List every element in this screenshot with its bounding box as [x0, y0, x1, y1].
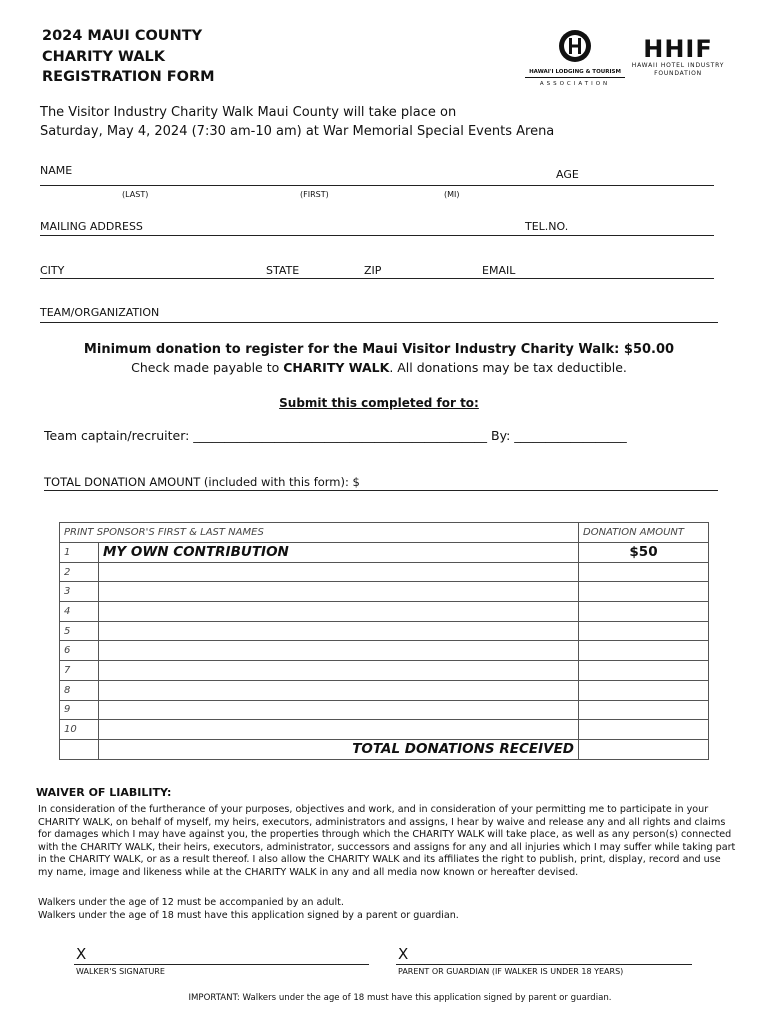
sponsor-name-cell[interactable] [99, 582, 579, 602]
team-label: TEAM/ORGANIZATION [40, 306, 160, 319]
title-line-3: REGISTRATION FORM [42, 69, 215, 85]
donation-amount-cell[interactable] [579, 700, 709, 720]
sponsor-name-cell[interactable] [99, 680, 579, 700]
sponsor-name-cell[interactable] [99, 720, 579, 740]
row-number: 4 [60, 602, 99, 622]
intro-text [40, 103, 640, 141]
hhif-sub-2: FOUNDATION [654, 70, 702, 77]
hhif-name: HHIF [643, 35, 713, 63]
important-notice: IMPORTANT: Walkers under the age of 18 must have this application signed by parent or guardian. [188, 993, 612, 1003]
table-row [60, 720, 709, 740]
walker-x-mark: X [76, 945, 87, 963]
row-number: 7 [60, 661, 99, 681]
title-line-1: 2024 MAUI COUNTY [42, 28, 203, 44]
hhif-sub-1: HAWAII HOTEL INDUSTRY [631, 62, 725, 69]
age12-notice: Walkers under the age of 12 must be accompanied by an adult. [38, 897, 344, 908]
mi-sublabel: (MI) [444, 190, 460, 199]
walker-signature-line[interactable] [74, 964, 369, 965]
row-number: 10 [60, 720, 99, 740]
header-donation-amount: DONATION AMOUNT [579, 523, 709, 543]
intro-line-1: The Visitor Industry Charity Walk Maui County will take place on [40, 105, 457, 120]
mailing-address-label: MAILING ADDRESS [40, 220, 143, 233]
table-row [60, 621, 709, 641]
hlta-name: HAWAI'I LODGING & TOURISM [525, 69, 625, 78]
name-line[interactable] [40, 185, 714, 186]
first-sublabel: (FIRST) [300, 190, 329, 199]
table-row [60, 562, 709, 582]
table-row [60, 582, 709, 602]
donation-amount-cell[interactable] [579, 621, 709, 641]
sponsor-name-cell[interactable] [99, 602, 579, 622]
walker-signature-label: WALKER'S SIGNATURE [76, 967, 165, 976]
zip-label: ZIP [364, 264, 382, 277]
table-row [60, 641, 709, 661]
parent-signature-label: PARENT OR GUARDIAN (IF WALKER IS UNDER 18 YEARS) [398, 967, 624, 976]
donation-amount-cell[interactable] [579, 602, 709, 622]
table-row [60, 602, 709, 622]
sponsor-name-cell[interactable]: MY OWN CONTRIBUTION [99, 543, 579, 563]
minimum-donation: Minimum donation to register for the Maui Visitor Industry Charity Walk: $50.00 [83, 342, 675, 357]
captain-line[interactable]: Team captain/recruiter: _______________________________________________ By: __________________ [44, 428, 627, 443]
age18-notice: Walkers under the age of 18 must have this application signed by a parent or guardian. [38, 910, 459, 921]
table-total-row [60, 739, 709, 759]
state-label: STATE [266, 264, 300, 277]
parent-x-mark: X [398, 945, 409, 963]
check-prefix: Check made payable to [131, 360, 284, 375]
donation-amount-cell[interactable] [579, 582, 709, 602]
donation-amount-cell[interactable] [579, 680, 709, 700]
total-donations-cell[interactable] [579, 739, 709, 759]
check-payee: CHARITY WALK [283, 360, 390, 375]
total-amount-label: TOTAL DONATION AMOUNT (included with this form): $ [44, 475, 360, 489]
form-title [42, 26, 302, 88]
table-row [60, 680, 709, 700]
row-number: 5 [60, 621, 99, 641]
row-number: 3 [60, 582, 99, 602]
row-number: 2 [60, 562, 99, 582]
check-payable [40, 360, 718, 375]
total-amount-line[interactable] [44, 490, 718, 491]
submit-heading: Submit this completed for to: [279, 396, 479, 410]
row-number: 9 [60, 700, 99, 720]
donation-amount-cell[interactable]: $50 [579, 543, 709, 563]
table-row [60, 661, 709, 681]
donation-amount-cell[interactable] [579, 641, 709, 661]
tel-label: TEL.NO. [525, 220, 569, 233]
sponsor-name-cell[interactable] [99, 641, 579, 661]
row-number: 6 [60, 641, 99, 661]
title-line-2: CHARITY WALK [42, 48, 166, 65]
hlta-emblem-icon [555, 28, 595, 64]
team-line[interactable] [40, 322, 718, 323]
table-row [60, 543, 709, 563]
donation-amount-cell[interactable] [579, 661, 709, 681]
intro-line-2: Saturday, May 4, 2024 (7:30 am-10 am) at War Memorial Special Events Arena [40, 124, 555, 139]
mailing-address-line[interactable] [40, 235, 714, 236]
name-label: NAME [40, 164, 73, 177]
sponsor-name-cell[interactable] [99, 621, 579, 641]
last-sublabel: (LAST) [122, 190, 149, 199]
sponsor-name-cell[interactable] [99, 562, 579, 582]
hlta-sub: ASSOCIATION [539, 81, 611, 87]
parent-signature-line[interactable] [396, 964, 692, 965]
sponsor-name-cell[interactable] [99, 661, 579, 681]
check-suffix: . All donations may be tax deductible. [389, 360, 627, 375]
table-header-row [60, 523, 709, 543]
waiver-body: In consideration of the furtherance of your purposes, objectives and work, and in consideration of your permitting me to participate in your CHARITY WALK, on behalf of myself, my heirs, executors, administrators and assigns, I hear by waive and release any and all rights and claims for damages which I may have against you, the properties through which the CHARITY WALK will take place, as well as any person(s) connected with the CHARITY WALK, their heirs, executors, administrator, successors and assigns for any and all injuries which I may suffer while taking part in the CHARITY WALK, or as a result thereof. I also allow the CHARITY WALK and its affiliates the right to publish, print, display, record and use my name, image and likeness while at the CHARITY WALK in any and all media now known or hereafter devised. [38, 804, 736, 878]
age-label: AGE [556, 168, 579, 181]
donation-amount-cell[interactable] [579, 562, 709, 582]
city-line[interactable] [40, 278, 714, 279]
sponsor-table [59, 522, 709, 760]
row-number: 8 [60, 680, 99, 700]
hhif-logo [628, 36, 728, 86]
email-label: EMAIL [482, 264, 516, 277]
donation-amount-cell[interactable] [579, 720, 709, 740]
header-sponsor-names: PRINT SPONSOR'S FIRST & LAST NAMES [60, 523, 579, 543]
city-label: CITY [40, 264, 65, 277]
row-number: 1 [60, 543, 99, 563]
hlta-logo [525, 28, 625, 88]
total-donations-label: TOTAL DONATIONS RECEIVED [99, 739, 579, 759]
sponsor-name-cell[interactable] [99, 700, 579, 720]
table-row [60, 700, 709, 720]
waiver-title: WAIVER OF LIABILITY: [36, 786, 172, 799]
